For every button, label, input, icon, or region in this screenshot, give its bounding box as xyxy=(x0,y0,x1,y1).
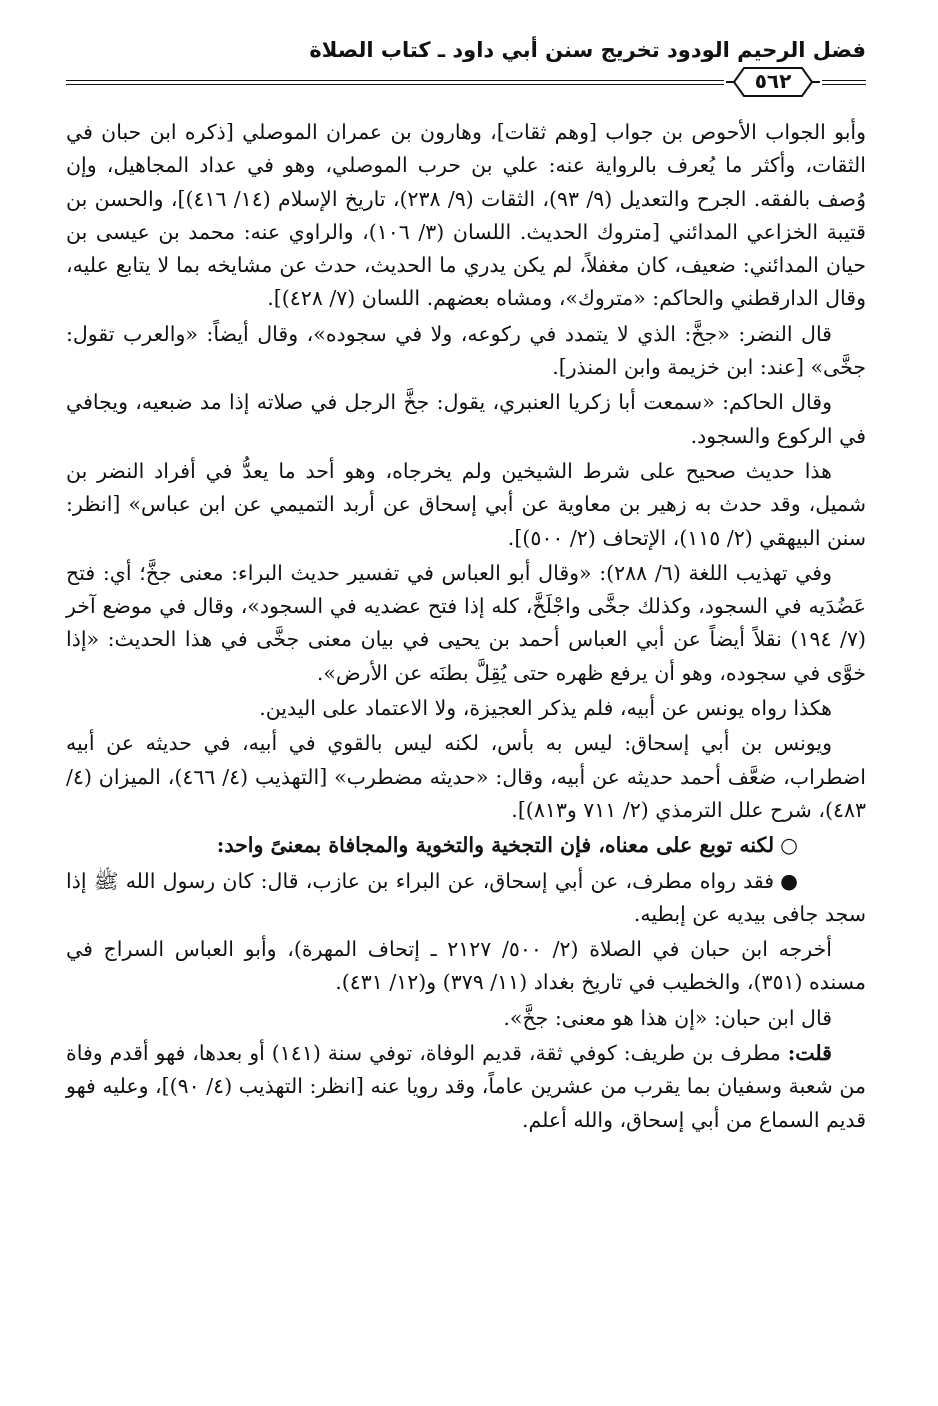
paragraph-4: هذا حديث صحيح على شرط الشيخين ولم يخرجاه، وهو أحد ما يعدُّ في أفراد النضر بن شميل، وقد حدث به زهير بن معاوية عن أبي إسحاق عن أربد التميمي عن ابن عباس» [انظر: سنن البيهقي (٢/ ١١٥)، الإتحاف (٢/ ٥٠٠)]. xyxy=(66,458,866,550)
paragraph-6: هكذا رواه يونس عن أبيه، فلم يذكر العجيزة، ولا الاعتماد على اليدين. xyxy=(259,696,832,721)
paragraph-12-text: مطرف بن طريف: كوفي ثقة، قديم الوفاة، توفي سنة (١٤١) أو بعدها، فهو أقدم وفاة من شعبة وسفيان بما يقرب من عشرين عاماً، وقد رويا عنه [انظر: التهذيب (٤/ ٩٠)]، وعليه فهو قديم السماع من أبي إسحاق، والله أعلم. xyxy=(66,1041,866,1132)
page-number-badge xyxy=(724,64,822,100)
running-title: فضل الرحيم الودود تخريج سنن أبي داود ـ كتاب الصلاة xyxy=(309,38,866,62)
paragraph-7: ويونس بن أبي إسحاق: ليس به بأس، لكنه ليس بالقوي في أبيه، في حديثه عن أبيه اضطراب، ضعَّف أحمد حديثه عن أبيه، وقال: «حديثه مضطرب» [التهذيب (٤/ ٤٦٦)، الميزان (٤/ ٤٨٣)، شرح علل الترمذي (٢/ ٧١١ و٨١٣)]. xyxy=(66,731,866,822)
filled-bullet-icon: ● xyxy=(780,868,798,893)
paragraph-10: أخرجه ابن حبان في الصلاة (٢/ ٥٠٠/ ٢١٢٧ ـ إتحاف المهرة)، وأبو العباس السراج في مسنده (٣٥١)، والخطيب في تاريخ بغداد (١١/ ٣٧٩) و(١٢/ ٤٣١). xyxy=(66,937,866,995)
paragraph-9 xyxy=(66,865,866,932)
paragraph-2: قال النضر: «جخَّ: الذي لا يتمدد في ركوعه، ولا في سجوده»، وقال أيضاً: «والعرب تقول: جخَّى» [عند: ابن خزيمة وابن المنذر]. xyxy=(66,321,866,380)
paragraph-8 xyxy=(66,829,866,862)
paragraph-11: قال ابن حبان: «إن هذا هو معنى: جخَّ». xyxy=(503,1005,832,1030)
qultu-label: قلت: xyxy=(787,1041,832,1066)
paragraph-5: وفي تهذيب اللغة (٦/ ٢٨٨): «وقال أبو العباس في تفسير حديث البراء: معنى جخَّ؛ أي: فتح عَضُدَيه في السجود، وكذلك جخَّى واجْلَخَّ، كله إذا فتح عضديه في السجود»، وقال في موضع آخر (٧/ ١٩٤) نقلاً أيضاً عن أبي العباس أحمد بن يحيى في بيان معنى جخَّى في هذا الحديث: «إذا خوَّى في سجوده، وهو أن يرفع ظهره حتى يُقِلَّ بطنَه عن الأرض». xyxy=(66,560,866,685)
page-body xyxy=(66,116,866,1139)
paragraph-8-text: لكنه توبع على معناه، فإن التجخية والتخوية والمجافاة بمعنىً واحد: xyxy=(216,833,775,858)
page-header xyxy=(66,38,866,102)
paragraph-1: وأبو الجواب الأحوص بن جواب [وهم ثقات]، وهارون بن عمران الموصلي [ذكره ابن حبان في الثقات، وأكثر ما يُعرف بالرواية عنه: علي بن حرب الموصلي، وهو في عداد المجاهيل، وإن وُصف بالفقه. الجرح والتعديل (٩/ ٩٣)، الثقات (٩/ ٢٣٨)، تاريخ الإسلام (١٤/ ٤١٦)]، والحسن بن قتيبة الخزاعي المدائني [متروك الحديث. اللسان (٣/ ١٠٦)، والراوي عنه: محمد بن عيسى بن حيان المدائني: ضعيف، كان مغفلاً، لم يكن يدري ما الحديث، حدث عن مشايخه بما لا يتابع عليه، وقال الدارقطني والحاكم: «متروك»، ومشاه بعضهم. اللسان (٧/ ٤٢٨)]. xyxy=(66,120,866,311)
circle-bullet-icon: ○ xyxy=(780,833,798,858)
paragraph-9-text: فقد رواه مطرف، عن أبي إسحاق، عن البراء بن عازب، قال: كان رسول الله ﷺ إذا سجد جافى بيديه عن إبطيه. xyxy=(66,868,866,926)
page-number: ٥٦٢ xyxy=(754,69,792,93)
paragraph-12 xyxy=(66,1037,866,1137)
paragraph-3: وقال الحاكم: «سمعت أبا زكريا العنبري، يقول: جخَّ الرجل في صلاته إذا مد ضبعيه، ويجافي في الركوع والسجود. xyxy=(66,390,866,448)
